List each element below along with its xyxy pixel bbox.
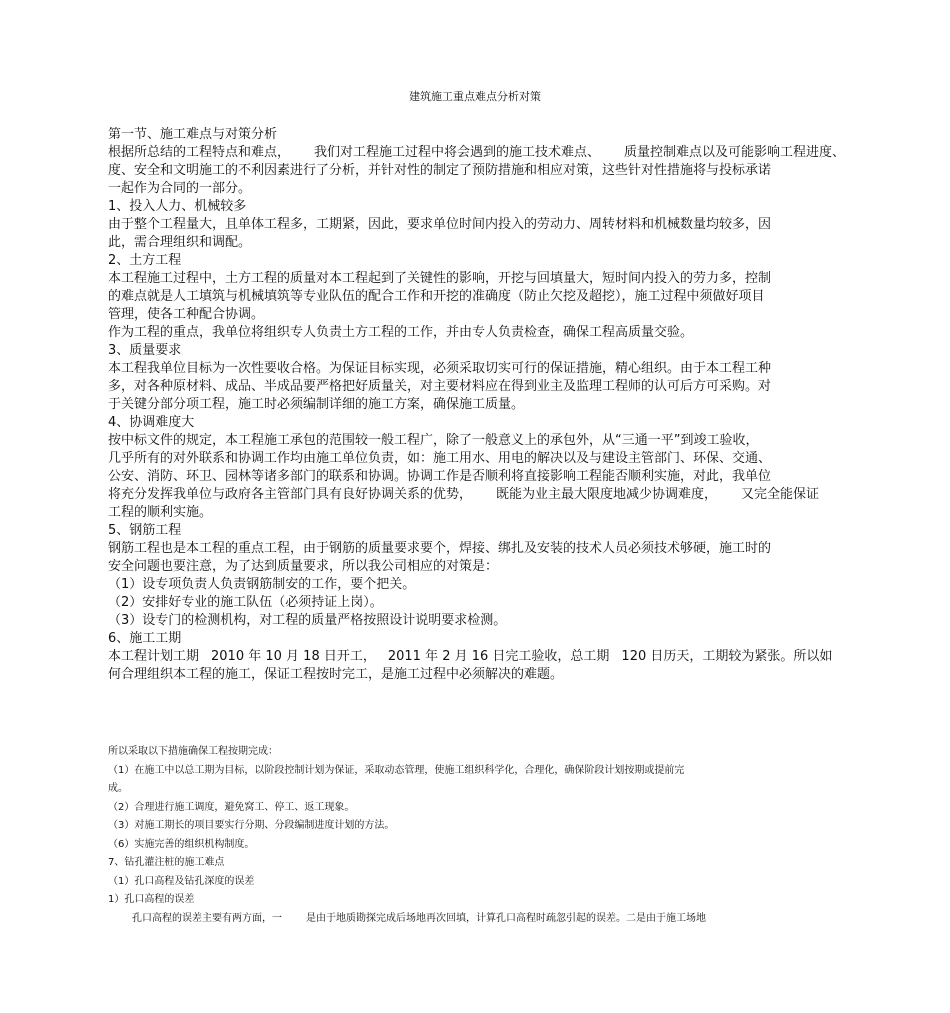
paragraph-line: 工程的顺利实施。 (108, 505, 213, 520)
paragraph-line: 根据所总结的工程特点和难点， 我们对工程施工过程中将会遇到的施工技术难点、 质量控制难点以及可能影响工程进度、 (108, 145, 846, 160)
document-title: 建筑施工重点难点分析对策 (409, 90, 541, 103)
paragraph-line: 于关键分部分项工程，施工时必须编制详细的施工方案，确保施工质量。 (108, 397, 525, 412)
paragraph-line: 孔口高程的误差主要有两方面，一 是由于地质勘探完成后场地再次回填，计算孔口高程时疏忽引起的误差。二是由于施工场地 (132, 912, 706, 924)
paragraph-line: 几乎所有的对外联系和协调工作均由施工单位负责，如：施工用水、用电的解决以及与建设主管部门、环保、交通、 (108, 451, 772, 466)
paragraph-line: 的难点就是人工填筑与机械填筑等专业队伍的配合工作和开挖的准确度（防止欠挖及超挖），施工过程中须做好项目 (108, 289, 765, 304)
paragraph-line: 本工程施工过程中，土方工程的质量对本工程起到了关键性的影响，开挖与回填量大，短时间内投入的劳力多，控制 (108, 271, 772, 286)
section-heading: 第一节、施工难点与对策分析 (108, 127, 278, 142)
paragraph-line: 作为工程的重点，我单位将组织专人负责土方工程的工作，并由专人负责检查，确保工程高质量交验。 (108, 325, 694, 340)
paragraph-line: 本工程计划工期 2010 年 10 月 18 日开工， 2011 年 2 月 16 日完工验收，总工期 120 日历天，工期较为紧张。所以如 (108, 649, 833, 664)
list-item: （3）对施工期长的项目要实行分期、分段编制进度计划的方法。 (108, 820, 395, 831)
paragraph-line: 安全问题也要注意，为了达到质量要求，所以我公司相应的对策是： (108, 559, 499, 574)
subheading: 2、土方工程 (108, 253, 182, 268)
list-item: （2）安排好专业的施工队伍（必须持证上岗）。 (108, 595, 383, 610)
subheading: （1）孔口高程及钻孔深度的误差 (108, 875, 255, 887)
paragraph-line: 将充分发挥我单位与政府各主管部门具有良好协调关系的优势， 既能为业主最大限度地减少协调难度， 又完全能保证 (108, 487, 820, 502)
subheading: 3、质量要求 (108, 343, 182, 358)
subheading: 1）孔口高程的误差 (108, 894, 195, 905)
paragraph-line: 公安、消防、环卫、园林等诸多部门的联系和协调。协调工作是否顺利将直接影响工程能否顺利实施，对此，我单位 (108, 469, 772, 484)
list-item: （2）合理进行施工调度，避免窝工、停工、返工现象。 (108, 801, 355, 813)
subheading: 1、投入人力、机械较多 (108, 199, 247, 214)
paragraph-line: 何合理组织本工程的施工，保证工程按时完工，是施工过程中必须解决的难题。 (108, 667, 564, 682)
lower-body (108, 743, 848, 928)
subheading: 5、钢筋工程 (108, 523, 182, 538)
paragraph-line: 由于整个工程量大，且单体工程多，工期紧，因此，要求单位时间内投入的劳动力、周转材料和机械数量均较多，因 (108, 217, 772, 232)
paragraph-line: 按中标文件的规定，本工程施工承包的范围较一般工程广，除了一般意义上的承包外，从“三通一平”到竣工验收， (108, 433, 759, 448)
paragraph-line: 此，需合理组织和调配。 (108, 235, 252, 250)
paragraph-line: 度、安全和文明施工的不利因素进行了分析，并针对性的制定了预防措施和相应对策，这些针对性措施将与投标承诺 (108, 163, 772, 178)
paragraph-line: 成。 (108, 783, 128, 794)
paragraph-line: 多，对各种原材料、成品、半成品要严格把好质量关，对主要材料应在得到业主及监理工程师的认可后方可采购。对 (108, 379, 772, 394)
paragraph-line: 本工程我单位目标为一次性要收合格。为保证目标实现，必须采取切实可行的保证措施，精心组织。由于本工程工种 (108, 361, 772, 376)
subheading: 7、钻孔灌注桩的施工难点 (108, 857, 225, 868)
paragraph-line: 所以采取以下措施确保工程按期完成： (108, 746, 278, 757)
paragraph-line: 钢筋工程也是本工程的重点工程，由于钢筋的质量要求要个，焊接、绑扎及安装的技术人员必须技术够硬，施工时的 (108, 541, 772, 556)
list-item: （1）设专项负责人负责钢筋制安的工作，要个把关。 (108, 577, 416, 592)
paragraph-line: 管理，使各工种配合协调。 (108, 307, 265, 322)
subheading: 4、协调难度大 (108, 415, 195, 430)
subheading: 6、施工工期 (108, 631, 182, 646)
list-item: （6）实施完善的组织机构制度。 (108, 838, 255, 850)
main-body (108, 126, 848, 684)
paragraph-line: 一起作为合同的一部分。 (108, 181, 252, 196)
list-item: （1）在施工中以总工期为目标，以阶段控制计划为保证，采取动态管理，使施工组织科学化，合理化，确保阶段计划按期或提前完 (108, 764, 685, 776)
list-item: （3）设专门的检测机构，对工程的质量严格按照设计说明要求检测。 (108, 613, 507, 628)
